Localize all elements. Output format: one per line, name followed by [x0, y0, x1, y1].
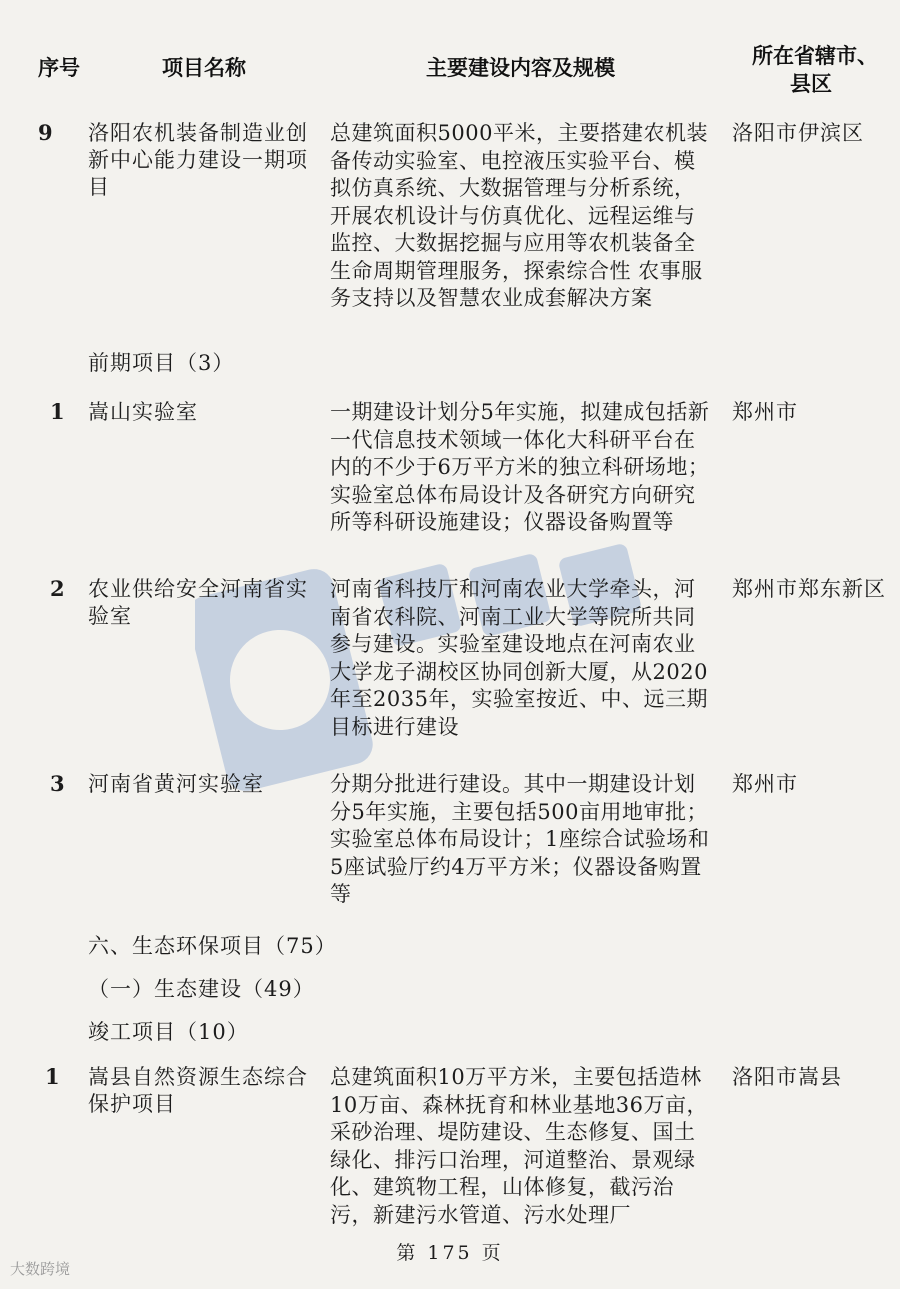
row-name: 嵩山实验室 [88, 400, 198, 424]
row-name: 河南省黄河实验室 [88, 772, 264, 796]
corner-watermark: 大数跨境 [10, 1260, 71, 1278]
section-eco-title: 六、生态环保项目（75） [88, 934, 337, 958]
header-name: 项目名称 [162, 56, 246, 80]
row-desc: 总建筑面积10万平方米，主要包括造林10万亩、森林抚育和林业基地36万亩，采砂治理、堤防建设、生态修复、国土绿化、排污口治理，河道整治、景观绿化、建筑物工程，山体修复，截污治污，新建污水管道、污水处理厂 [330, 1065, 708, 1227]
row-desc: 分期分批进行建设。其中一期建设计划分5年实施，主要包括500亩用地审批；实验室总体布局设计；1座综合试验场和5座试验厅约4万平方米；仪器设备购置等 [330, 772, 710, 906]
row-desc: 总建筑面积5000平米，主要搭建农机装备传动实验室、电控液压实验平台、模拟仿真系统、大数据管理与分析系统，开展农机设计与仿真优化、远程运维与监控、大数据挖掘与应用等农机装备全生命周期管理服务，探索综合性 农事服务支持以及智慧农业成套解决方案 [330, 121, 708, 310]
section-completed: 竣工项目（10） [88, 1020, 249, 1044]
row-location: 郑州市 [732, 400, 798, 424]
header-content: 主要建设内容及规模 [426, 56, 615, 80]
page-number: 第 175 页 [396, 1242, 504, 1264]
row-num: 9 [38, 120, 53, 145]
row-desc: 一期建设计划分5年实施，拟建成包括新一代信息技术领域一体化大科研平台在内的不少于6万平方米的独立科研场地；实验室总体布局设计及各研究方向研究所等科研设施建设；仪器设备购置等 [330, 400, 710, 534]
header-location-line2: 县区 [790, 72, 832, 96]
row-num: 1 [45, 1064, 60, 1089]
section-preliminary: 前期项目（3） [88, 351, 235, 375]
row-location: 郑州市郑东新区 [732, 577, 886, 601]
section-eco-sub: （一）生态建设（49） [88, 977, 315, 1001]
row-location: 洛阳市伊滨区 [732, 121, 864, 145]
row-location: 洛阳市嵩县 [732, 1065, 842, 1089]
row-name: 嵩县自然资源生态综合保护项目 [88, 1065, 308, 1116]
row-name: 农业供给安全河南省实验室 [88, 577, 308, 628]
header-location-line1: 所在省辖市、 [752, 44, 878, 68]
row-name: 洛阳农机装备制造业创新中心能力建设一期项目 [88, 121, 308, 199]
row-num: 1 [50, 399, 65, 424]
row-num: 3 [50, 771, 65, 796]
row-desc: 河南省科技厅和河南农业大学牵头，河南省农科院、河南工业大学等院所共同参与建设。实验室建设地点在河南农业大学龙子湖校区协同创新大厦，从2020年至2035年，实验室按近、中、远三期目标进行建设 [330, 577, 708, 739]
row-num: 2 [50, 576, 65, 601]
row-location: 郑州市 [732, 772, 798, 796]
header-num: 序号 [38, 56, 80, 80]
